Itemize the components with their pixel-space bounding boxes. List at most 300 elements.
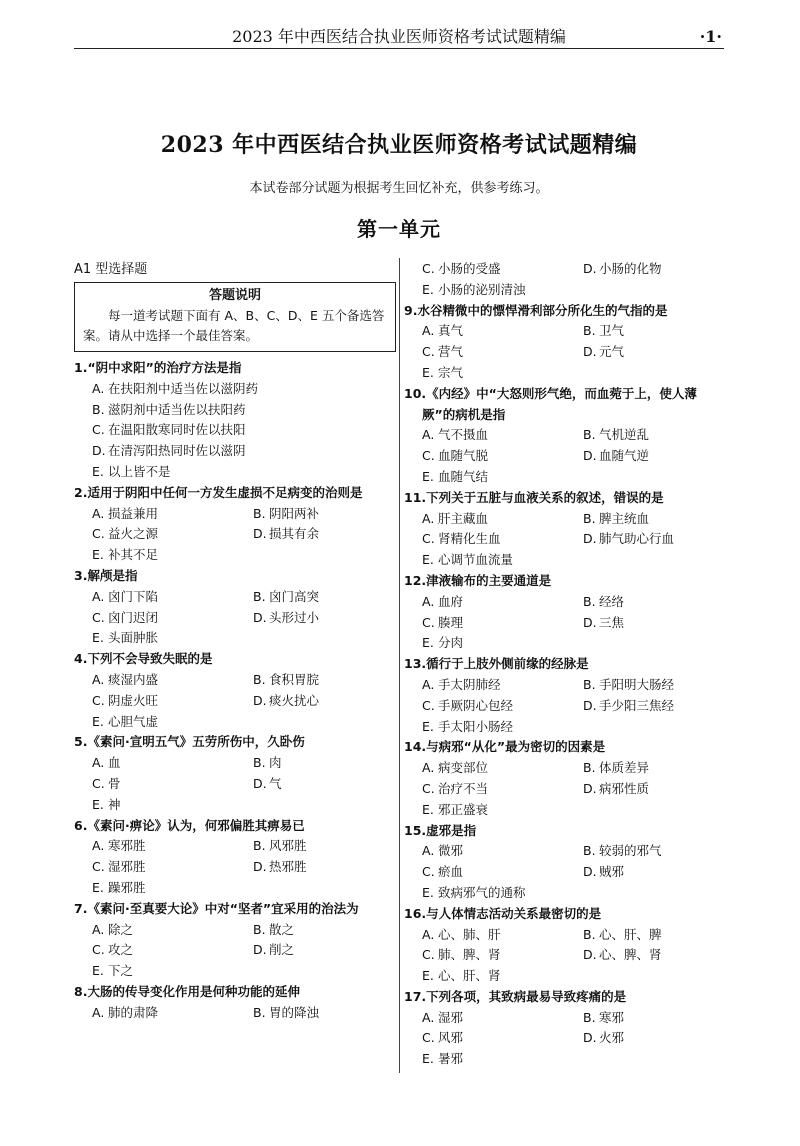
option-text: 邪正盛衰 bbox=[438, 801, 489, 817]
option-text: 血随气脱 bbox=[438, 448, 489, 464]
unit-title: 第一单元 bbox=[357, 217, 441, 241]
option-letter: B. bbox=[583, 593, 596, 609]
question-stem bbox=[404, 737, 726, 758]
question-item bbox=[74, 982, 396, 1024]
option-letter: D. bbox=[583, 531, 597, 547]
answer-option bbox=[404, 883, 726, 904]
question-item bbox=[404, 571, 726, 654]
option-letter: B. bbox=[583, 510, 596, 526]
option-text: 损益兼用 bbox=[108, 505, 159, 521]
question-stem bbox=[74, 899, 396, 920]
options-group bbox=[404, 841, 726, 903]
option-text: 益火之源 bbox=[108, 526, 159, 542]
option-letter: E. bbox=[422, 884, 434, 900]
option-letter: C. bbox=[422, 864, 435, 880]
question-number: 16. bbox=[404, 905, 427, 921]
option-letter: D. bbox=[583, 344, 597, 360]
answer-option bbox=[235, 670, 396, 691]
question-text: 《素问·痹论》认为，何邪偏胜其痹易已 bbox=[87, 817, 305, 833]
option-letter: B. bbox=[253, 921, 266, 937]
option-letter: B. bbox=[583, 843, 596, 859]
option-letter: C. bbox=[92, 775, 105, 791]
question-number: 11. bbox=[404, 489, 427, 505]
option-letter: C. bbox=[92, 859, 105, 875]
option-letter: A. bbox=[92, 755, 105, 771]
question-stem bbox=[74, 358, 396, 379]
answer-option bbox=[404, 280, 726, 301]
option-letter: C. bbox=[422, 697, 435, 713]
option-text: 病变部位 bbox=[438, 760, 489, 776]
option-letter: A. bbox=[422, 760, 435, 776]
options-group bbox=[74, 1003, 396, 1024]
option-text: 热邪胜 bbox=[269, 859, 307, 875]
question-text: 虚邪是指 bbox=[426, 822, 477, 838]
option-text: 心调节血流量 bbox=[438, 552, 514, 568]
question-item bbox=[404, 737, 726, 820]
option-text: 火邪 bbox=[599, 1030, 625, 1046]
option-text: 躁邪胜 bbox=[108, 879, 146, 895]
option-text: 小肠的化物 bbox=[599, 261, 662, 276]
option-letter: E. bbox=[422, 801, 434, 817]
question-item bbox=[404, 384, 726, 488]
answer-option bbox=[235, 1003, 396, 1024]
answer-option bbox=[565, 446, 726, 467]
answer-option bbox=[74, 920, 235, 941]
answer-option bbox=[74, 400, 396, 421]
question-item bbox=[404, 488, 726, 571]
answer-option bbox=[565, 925, 726, 946]
option-letter: A. bbox=[422, 323, 435, 339]
answer-option bbox=[74, 587, 235, 608]
option-letter: B. bbox=[253, 1004, 266, 1020]
option-letter: E. bbox=[422, 718, 434, 734]
answer-option bbox=[404, 1008, 565, 1029]
options-group bbox=[74, 587, 396, 649]
option-text: 病邪性质 bbox=[599, 780, 650, 796]
answer-option bbox=[565, 321, 726, 342]
page-header bbox=[74, 26, 724, 49]
option-letter: B. bbox=[253, 671, 266, 687]
option-text: 心、肝、肾 bbox=[438, 968, 501, 984]
question-number: 2. bbox=[74, 484, 88, 500]
option-letter: D. bbox=[92, 443, 106, 459]
answer-option bbox=[404, 509, 565, 530]
option-letter: B. bbox=[583, 676, 596, 692]
answer-option bbox=[404, 841, 565, 862]
answer-option bbox=[74, 857, 235, 878]
answer-option bbox=[565, 1008, 726, 1029]
option-text: 寒邪 bbox=[599, 1009, 625, 1025]
question-number: 3. bbox=[74, 567, 88, 583]
question-text: 水谷精微中的慓悍滑利部分所化生的气指的是 bbox=[417, 302, 668, 318]
option-text: 以上皆不是 bbox=[108, 463, 171, 479]
option-letter: D. bbox=[583, 614, 597, 630]
document-title: 2023 年中西医结合执业医师资格考试试题精编 bbox=[160, 132, 638, 158]
option-letter: E. bbox=[422, 281, 434, 297]
answer-option bbox=[235, 920, 396, 941]
answer-option bbox=[565, 862, 726, 883]
option-text: 在扶阳剂中适当佐以滋阴药 bbox=[108, 380, 259, 396]
answer-option bbox=[74, 878, 396, 899]
option-letter: C. bbox=[92, 526, 105, 542]
question-item bbox=[404, 821, 726, 904]
option-letter: E. bbox=[92, 963, 104, 979]
option-letter: B. bbox=[583, 1009, 596, 1025]
question-text: 《内经》中“大怒则形气绝，而血菀于上，使人薄厥”的病机是指 bbox=[422, 385, 697, 422]
options-group bbox=[404, 758, 726, 820]
instructions-title: 答题说明 bbox=[208, 288, 261, 303]
option-letter: E. bbox=[92, 463, 104, 479]
option-text: 肉 bbox=[269, 755, 282, 771]
option-text: 心胆气虚 bbox=[108, 713, 159, 729]
question-text: 下列关于五脏与血液关系的叙述，错误的是 bbox=[426, 489, 664, 505]
question-number: 8. bbox=[74, 983, 88, 999]
option-letter: C. bbox=[422, 1030, 435, 1046]
option-text: 气 bbox=[269, 775, 282, 791]
answer-option bbox=[74, 712, 396, 733]
answer-option bbox=[235, 836, 396, 857]
answer-option bbox=[404, 446, 565, 467]
answer-option bbox=[565, 675, 726, 696]
option-letter: B. bbox=[253, 505, 266, 521]
question-number: 15. bbox=[404, 822, 427, 838]
option-letter: C. bbox=[422, 780, 435, 796]
option-text: 小肠的泌别清浊 bbox=[438, 281, 526, 297]
option-text: 肾精化生血 bbox=[438, 531, 501, 547]
option-text: 在清泻阳热同时佐以滋阴 bbox=[108, 443, 246, 459]
question-text: 与病邪“从化”最为密切的因素是 bbox=[426, 739, 606, 755]
answer-option bbox=[74, 420, 396, 441]
answer-option bbox=[404, 613, 565, 634]
question-text: “阴中求阳”的治疗方法是指 bbox=[87, 360, 242, 375]
option-text: 滋阴剂中适当佐以扶阳药 bbox=[108, 401, 246, 417]
question-text: 津液输布的主要通道是 bbox=[426, 572, 552, 588]
question-stem bbox=[74, 649, 396, 670]
question-item bbox=[74, 566, 396, 649]
option-letter: C. bbox=[422, 614, 435, 630]
option-text: 在温阳散寒同时佐以扶阳 bbox=[108, 422, 246, 438]
option-letter: D. bbox=[583, 947, 597, 963]
answer-option bbox=[74, 795, 396, 816]
option-letter: A. bbox=[92, 921, 105, 937]
option-letter: A. bbox=[92, 1004, 105, 1020]
option-text: 骨 bbox=[108, 775, 121, 791]
options-group bbox=[404, 592, 726, 654]
option-text: 腠理 bbox=[438, 614, 464, 630]
option-letter: B. bbox=[583, 427, 596, 443]
answer-option bbox=[74, 691, 235, 712]
option-letter: E. bbox=[422, 364, 434, 380]
left-column bbox=[74, 260, 396, 1024]
option-letter: D. bbox=[583, 864, 597, 880]
question-text: 与人体情志活动关系最密切的是 bbox=[426, 905, 602, 921]
option-text: 小肠的受盛 bbox=[438, 261, 501, 276]
question-number: 5. bbox=[74, 734, 88, 750]
option-text: 头面肿胀 bbox=[108, 630, 159, 646]
answer-option bbox=[565, 342, 726, 363]
answer-option bbox=[404, 966, 726, 987]
options-group bbox=[404, 925, 726, 987]
answer-option bbox=[404, 800, 726, 821]
question-number: 10. bbox=[404, 385, 427, 401]
option-letter: A. bbox=[422, 1009, 435, 1025]
option-text: 暑邪 bbox=[438, 1051, 464, 1067]
answer-option bbox=[565, 425, 726, 446]
option-letter: B. bbox=[583, 760, 596, 776]
left-question-list bbox=[74, 358, 396, 1024]
answer-option bbox=[404, 675, 565, 696]
options-group bbox=[404, 509, 726, 571]
answer-option bbox=[74, 940, 235, 961]
option-letter: C. bbox=[92, 609, 105, 625]
answer-option bbox=[74, 774, 235, 795]
option-letter: C. bbox=[422, 531, 435, 547]
answer-option bbox=[74, 379, 396, 400]
column-divider bbox=[399, 258, 400, 1073]
option-text: 痰湿内盛 bbox=[108, 671, 159, 687]
option-text: 阴虚火旺 bbox=[108, 692, 159, 708]
option-letter: D. bbox=[253, 775, 267, 791]
option-text: 头形过小 bbox=[269, 609, 320, 625]
question-item bbox=[404, 654, 726, 737]
options-group bbox=[74, 920, 396, 982]
question-number: 17. bbox=[404, 988, 427, 1004]
option-letter: E. bbox=[92, 796, 104, 812]
question-number: 6. bbox=[74, 817, 88, 833]
question-item bbox=[74, 483, 396, 566]
question-number: 4. bbox=[74, 651, 88, 667]
option-text: 损其有余 bbox=[269, 526, 320, 542]
option-text: 削之 bbox=[269, 942, 295, 958]
option-letter: D. bbox=[583, 1030, 597, 1046]
answer-option bbox=[565, 509, 726, 530]
continued-options bbox=[404, 259, 726, 301]
option-letter: B. bbox=[253, 588, 266, 604]
option-text: 瘀血 bbox=[438, 864, 464, 880]
option-letter: D. bbox=[253, 942, 267, 958]
option-letter: B. bbox=[583, 926, 596, 942]
answer-option bbox=[404, 467, 726, 488]
question-item bbox=[404, 987, 726, 1070]
document-subtitle: 本试卷部分试题为根据考生回忆补充，供参考练习。 bbox=[249, 181, 549, 196]
option-text: 胃的降浊 bbox=[269, 1004, 320, 1020]
option-text: 血府 bbox=[438, 593, 464, 609]
answer-option bbox=[565, 592, 726, 613]
option-text: 气不摄血 bbox=[438, 427, 489, 443]
option-letter: C. bbox=[92, 692, 105, 708]
option-letter: C. bbox=[422, 947, 435, 963]
answer-option bbox=[404, 529, 565, 550]
option-letter: C. bbox=[422, 261, 435, 276]
answer-option bbox=[404, 758, 565, 779]
answer-option bbox=[565, 758, 726, 779]
option-letter: E. bbox=[422, 635, 434, 651]
answer-option bbox=[404, 925, 565, 946]
page-number: ·1· bbox=[699, 27, 722, 46]
option-letter: A. bbox=[92, 838, 105, 854]
option-letter: D. bbox=[583, 780, 597, 796]
answer-option bbox=[404, 633, 726, 654]
option-text: 经络 bbox=[599, 593, 625, 609]
option-text: 神 bbox=[108, 796, 121, 812]
question-text: 循行于上肢外侧前缘的经脉是 bbox=[426, 656, 589, 672]
question-stem bbox=[74, 483, 396, 504]
option-text: 血 bbox=[108, 755, 121, 771]
option-letter: D. bbox=[253, 692, 267, 708]
answer-option bbox=[565, 613, 726, 634]
answer-option bbox=[74, 961, 396, 982]
question-stem bbox=[404, 384, 726, 426]
question-item bbox=[404, 904, 726, 987]
options-group bbox=[74, 504, 396, 566]
question-stem bbox=[74, 982, 396, 1003]
option-letter: C. bbox=[92, 422, 105, 438]
answer-option bbox=[404, 696, 565, 717]
answer-option bbox=[74, 462, 396, 483]
answer-option bbox=[235, 940, 396, 961]
option-text: 手太阳小肠经 bbox=[438, 718, 514, 734]
right-column bbox=[404, 260, 726, 1070]
answer-option bbox=[74, 753, 235, 774]
option-text: 补其不足 bbox=[108, 547, 159, 563]
instructions-body: 每一道考试题下面有 A、B、C、D、E 五个备选答案。请从中选择一个最佳答案。 bbox=[83, 308, 385, 343]
answer-option bbox=[74, 504, 235, 525]
option-text: 气机逆乱 bbox=[599, 427, 650, 443]
question-item bbox=[74, 899, 396, 982]
instructions-box bbox=[74, 282, 396, 352]
question-stem bbox=[74, 816, 396, 837]
option-text: 心、脾、肾 bbox=[599, 947, 662, 963]
option-text: 手厥阴心包经 bbox=[438, 697, 514, 713]
option-letter: E. bbox=[422, 468, 434, 484]
question-number: 14. bbox=[404, 739, 427, 755]
answer-option bbox=[74, 836, 235, 857]
answer-option bbox=[235, 774, 396, 795]
option-letter: E. bbox=[422, 1051, 434, 1067]
options-group bbox=[404, 321, 726, 383]
option-text: 散之 bbox=[269, 921, 295, 937]
answer-option bbox=[404, 1049, 726, 1070]
answer-option bbox=[74, 608, 235, 629]
answer-option bbox=[235, 608, 396, 629]
question-number: 12. bbox=[404, 572, 427, 588]
option-text: 微邪 bbox=[438, 843, 464, 859]
answer-option bbox=[404, 862, 565, 883]
option-text: 手阳明大肠经 bbox=[599, 676, 675, 692]
answer-option bbox=[565, 945, 726, 966]
answer-option bbox=[235, 691, 396, 712]
answer-option bbox=[565, 529, 726, 550]
question-text: 适用于阴阳中任何一方发生虚损不足病变的治则是 bbox=[87, 484, 363, 500]
option-text: 贼邪 bbox=[599, 864, 625, 880]
option-text: 卫气 bbox=[599, 323, 625, 339]
question-number: 13. bbox=[404, 656, 427, 672]
option-text: 治疗不当 bbox=[438, 780, 489, 796]
option-letter: E. bbox=[422, 968, 434, 984]
right-question-list bbox=[404, 301, 726, 1070]
options-group bbox=[404, 1008, 726, 1070]
option-letter: D. bbox=[583, 448, 597, 464]
option-letter: A. bbox=[92, 671, 105, 687]
options-group bbox=[404, 425, 726, 487]
answer-option bbox=[74, 524, 235, 545]
option-text: 较弱的邪气 bbox=[599, 843, 662, 859]
answer-option bbox=[404, 259, 565, 280]
question-item bbox=[74, 816, 396, 899]
option-text: 风邪 bbox=[438, 1030, 464, 1046]
option-letter: E. bbox=[92, 547, 104, 563]
question-stem bbox=[404, 301, 726, 322]
section-label: A1 型选择题 bbox=[74, 262, 148, 277]
option-letter: D. bbox=[253, 526, 267, 542]
option-text: 分肉 bbox=[438, 635, 464, 651]
option-text: 体质差异 bbox=[599, 760, 650, 776]
question-stem bbox=[404, 571, 726, 592]
option-letter: A. bbox=[422, 510, 435, 526]
answer-option bbox=[565, 1028, 726, 1049]
question-number: 1. bbox=[74, 360, 88, 375]
option-text: 痰火扰心 bbox=[269, 692, 320, 708]
question-stem bbox=[404, 821, 726, 842]
option-text: 心、肝、脾 bbox=[599, 926, 662, 942]
question-stem bbox=[74, 732, 396, 753]
question-stem bbox=[404, 904, 726, 925]
answer-option bbox=[404, 550, 726, 571]
question-item bbox=[404, 301, 726, 384]
question-text: 下列各项，其致病最易导致疼痛的是 bbox=[426, 988, 627, 1004]
option-letter: D. bbox=[253, 859, 267, 875]
question-stem bbox=[404, 654, 726, 675]
option-text: 真气 bbox=[438, 323, 464, 339]
answer-option bbox=[74, 628, 396, 649]
answer-option bbox=[404, 363, 726, 384]
option-letter: A. bbox=[422, 843, 435, 859]
option-text: 阴阳两补 bbox=[269, 505, 320, 521]
option-letter: A. bbox=[92, 380, 105, 396]
option-text: 营气 bbox=[438, 344, 464, 360]
answer-option bbox=[235, 587, 396, 608]
answer-option bbox=[565, 841, 726, 862]
option-text: 风邪胜 bbox=[269, 838, 307, 854]
option-text: 湿邪 bbox=[438, 1009, 464, 1025]
question-stem bbox=[404, 987, 726, 1008]
answer-option bbox=[235, 504, 396, 525]
option-text: 囟门下陷 bbox=[108, 588, 159, 604]
option-letter: E. bbox=[92, 713, 104, 729]
option-text: 囟门迟闭 bbox=[108, 609, 159, 625]
option-text: 下之 bbox=[108, 963, 134, 979]
answer-option bbox=[404, 342, 565, 363]
option-letter: C. bbox=[422, 344, 435, 360]
answer-option bbox=[404, 321, 565, 342]
answer-option bbox=[74, 441, 396, 462]
answer-option bbox=[404, 717, 726, 738]
option-text: 手少阳三焦经 bbox=[599, 697, 675, 713]
option-text: 元气 bbox=[599, 344, 625, 360]
answer-option bbox=[235, 524, 396, 545]
option-letter: C. bbox=[422, 448, 435, 464]
option-letter: A. bbox=[422, 676, 435, 692]
option-text: 寒邪胜 bbox=[108, 838, 146, 854]
option-text: 囟门高突 bbox=[269, 588, 320, 604]
option-letter: B. bbox=[253, 838, 266, 854]
answer-option bbox=[74, 545, 396, 566]
option-text: 宗气 bbox=[438, 364, 464, 380]
question-text: 解颅是指 bbox=[87, 567, 138, 583]
option-letter: B. bbox=[253, 755, 266, 771]
question-stem bbox=[404, 488, 726, 509]
option-text: 肝主藏血 bbox=[438, 510, 489, 526]
